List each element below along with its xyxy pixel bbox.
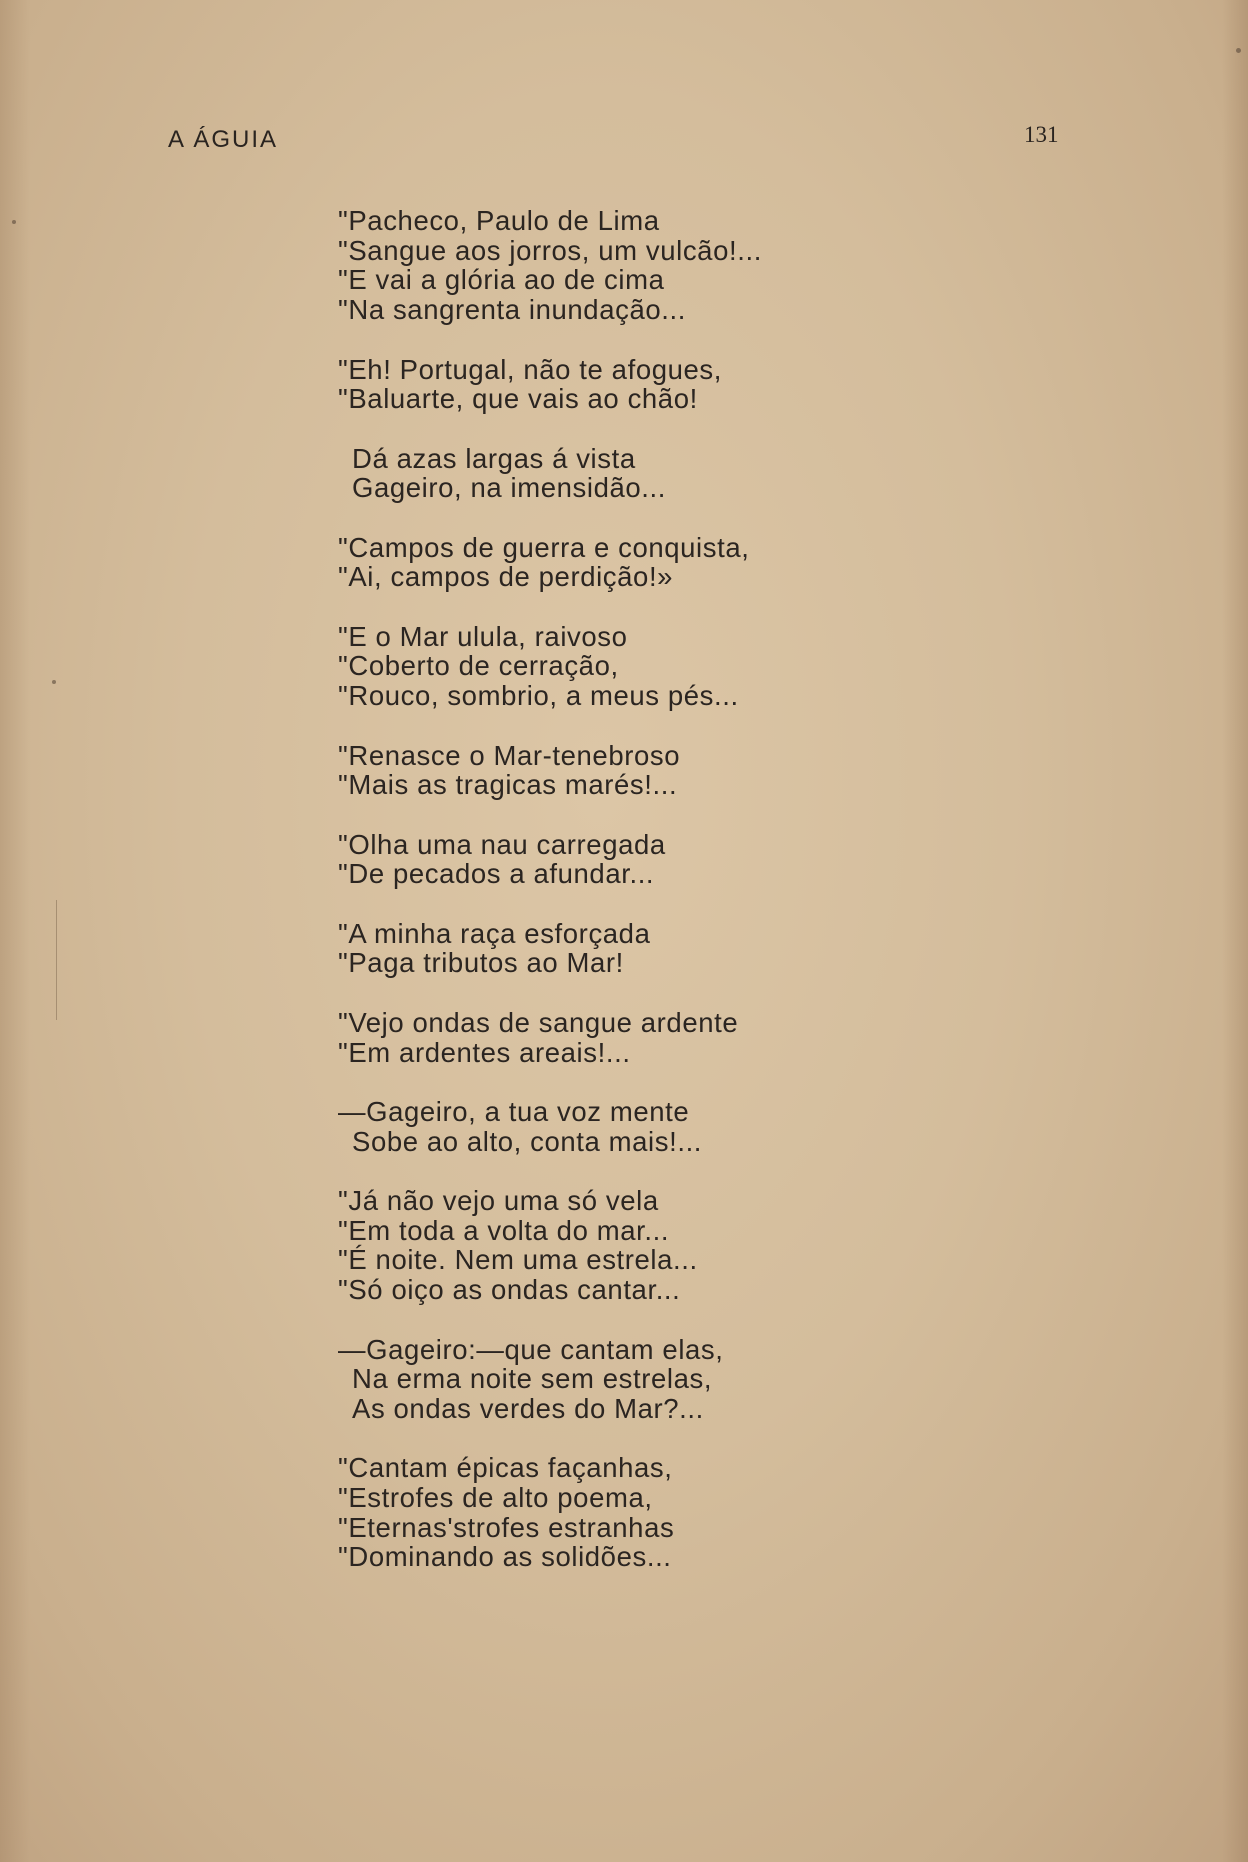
poem-line: "Mais as tragicas marés!... [338,769,678,801]
poem-line: "Sangue aos jorros, um vulcão!... [338,234,762,266]
poem-line: "Na sangrenta inundação... [338,294,686,326]
poem-line: "Ai, campos de perdição!» [338,561,674,593]
page-shadow-right [1222,0,1248,1862]
stanza [338,622,858,711]
stanza [338,355,858,414]
stanza [338,741,858,800]
poem-line: —Gageiro:—que cantam elas, [338,1333,724,1365]
poem-line: "É noite. Nem uma estrela... [338,1244,698,1276]
stanza [338,1097,858,1156]
paper-speck [52,680,56,684]
poem-line: "A minha raça esforçada [338,917,651,949]
page-shadow-left [0,0,30,1862]
stanza [338,206,858,325]
poem-line: —Gageiro, a tua voz mente [338,1095,690,1127]
poem-line: "Baluarte, que vais ao chão! [338,383,698,415]
stanza [338,830,858,889]
stanza [338,1008,858,1067]
stanza [338,919,858,978]
poem-line: As ondas verdes do Mar?... [352,1392,704,1424]
paper-speck [12,220,16,224]
poem [338,206,858,1602]
poem-line: "Vejo ondas de sangue ardente [338,1006,739,1038]
running-title: A ÁGUIA [168,126,279,153]
poem-line: "Rouco, sombrio, a meus pés... [338,680,739,712]
poem-line: Na erma noite sem estrelas, [352,1363,713,1395]
paper-speck [1236,48,1241,53]
poem-line: "Em ardentes areais!... [338,1036,631,1068]
poem-line: "Em toda a volta do mar... [338,1214,670,1246]
poem-line: "Só oiço as ondas cantar... [338,1274,681,1306]
poem-line: "Dominando as solidões... [338,1541,672,1573]
poem-line: Dá azas largas á vista [352,442,636,474]
poem-line: "Pacheco, Paulo de Lima [338,205,660,236]
poem-line: "E vai a glória ao de cima [338,264,665,296]
stanza [338,444,858,503]
stanza [338,1186,858,1305]
poem-line: "Campos de guerra e conquista, [338,531,750,563]
poem-line: "Eternas'strofes estranhas [338,1511,675,1543]
poem-line: "Eh! Portugal, não te afogues, [338,353,722,385]
poem-line: "Já não vejo uma só vela [338,1185,659,1217]
poem-line: Sobe ao alto, conta mais!... [352,1125,703,1157]
poem-line: "De pecados a afundar... [338,858,655,890]
margin-mark [56,900,57,1020]
poem-line: "Olha uma nau carregada [338,828,666,860]
poem-line: "Estrofes de alto poema, [338,1482,653,1514]
poem-line: "Cantam épicas façanhas, [338,1452,673,1484]
poem-line: "E o Mar ulula, raivoso [338,620,628,652]
poem-line: "Coberto de cerração, [338,650,619,682]
poem-line: "Paga tributos ao Mar! [338,947,624,979]
stanza [338,533,858,592]
page-number: 131 [1024,122,1059,147]
poem-line: Gageiro, na imensidão... [352,472,667,504]
stanza [338,1335,858,1424]
stanza [338,1453,858,1572]
poem-line: "Renasce o Mar-tenebroso [338,739,681,771]
